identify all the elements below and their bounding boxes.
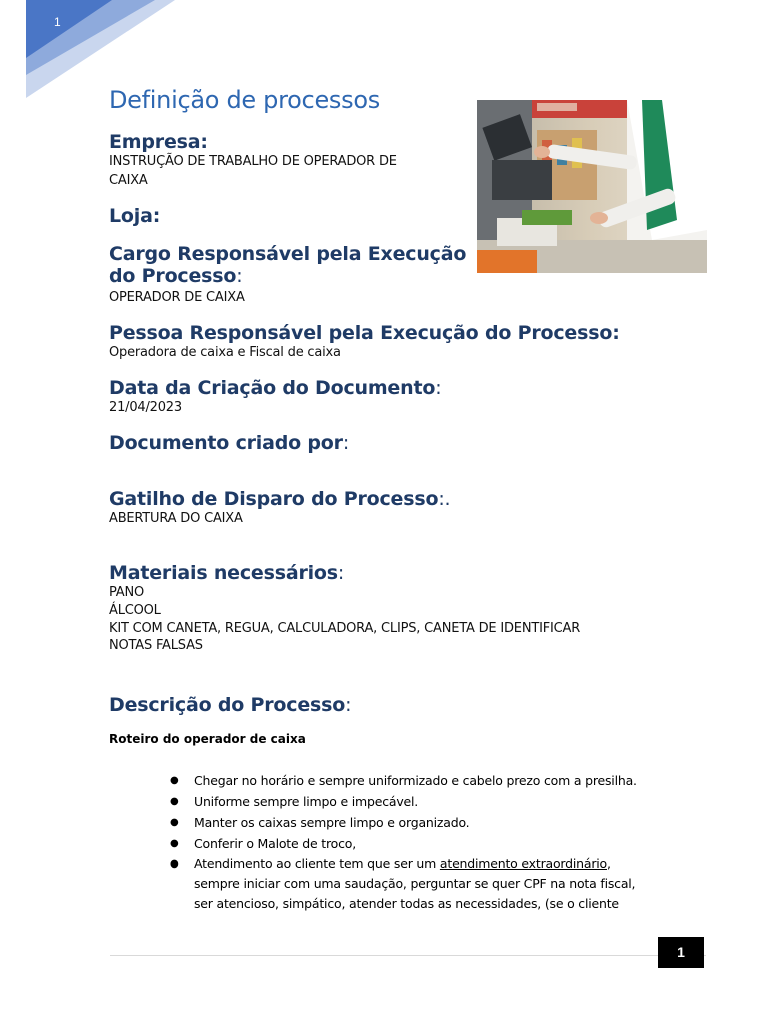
criado-por-label xyxy=(109,432,349,454)
pessoa-label: Pessoa Responsável pela Execução do Processo: xyxy=(109,322,620,344)
material-item: ÁLCOOL xyxy=(109,603,161,618)
atendimento-text-before: Atendimento ao cliente tem que ser um xyxy=(194,856,440,871)
descricao-subtitle: Roteiro do operador de caixa xyxy=(109,732,306,746)
pessoa-value: Operadora de caixa e Fiscal de caixa xyxy=(109,345,341,360)
empresa-label: Empresa: xyxy=(109,131,208,153)
material-item: KIT COM CANETA, REGUA, CALCULADORA, CLIPS, CANETA DE IDENTIFICAR xyxy=(109,621,581,636)
footer-page-number: 1 xyxy=(658,937,704,968)
cargo-colon: : xyxy=(236,265,243,287)
atendimento-line2: sempre iniciar com uma saudação, perguntar se quer CPF na nota fiscal, xyxy=(194,876,636,891)
empresa-value-line2: CAIXA xyxy=(109,173,148,188)
descricao-label xyxy=(109,694,351,716)
list-item: ● Chegar no horário e sempre uniformizado e cabelo prezo com a presilha. xyxy=(168,770,658,791)
gatilho-value: ABERTURA DO CAIXA xyxy=(109,511,243,526)
data-criacao-value: 21/04/2023 xyxy=(109,400,182,415)
criado-por-colon: : xyxy=(342,432,350,454)
list-item: ● Conferir o Malote de troco, xyxy=(168,833,658,854)
atendimento-line3: ser atencioso, simpático, atender todas as necessidades, (se o cliente xyxy=(194,896,619,911)
document-title: Definição de processos xyxy=(109,86,380,114)
list-item: ● Manter os caixas sempre limpo e organizado. xyxy=(168,812,658,833)
loja-label: Loja: xyxy=(109,205,161,227)
list-item-atendimento xyxy=(168,854,658,914)
list-item: ● Uniforme sempre limpo e impecável. xyxy=(168,791,658,812)
gatilho-label-text: Gatilho de Disparo do Processo xyxy=(109,488,439,510)
cargo-label-line1: Cargo Responsável pela Execução xyxy=(109,243,467,265)
data-criacao-label-text: Data da Criação do Documento xyxy=(109,377,436,399)
atendimento-underlined: atendimento extraordinário xyxy=(439,856,607,871)
material-item: PANO xyxy=(109,585,145,600)
descricao-colon: : xyxy=(345,694,352,716)
descricao-label-text: Descrição do Processo xyxy=(109,694,346,716)
cargo-value: OPERADOR DE CAIXA xyxy=(109,290,245,305)
process-steps-list xyxy=(168,770,658,914)
data-criacao-label xyxy=(109,377,441,399)
cargo-label xyxy=(109,243,466,287)
atendimento-text-after: , xyxy=(606,856,611,871)
corner-page-number: 1 xyxy=(54,15,61,29)
data-criacao-colon: : xyxy=(435,377,442,399)
materiais-colon: : xyxy=(337,562,345,584)
materiais-label xyxy=(109,562,344,584)
empresa-value-line1: INSTRUÇÃO DE TRABALHO DE OPERADOR DE xyxy=(109,154,397,169)
criado-por-label-text: Documento criado por xyxy=(109,432,343,454)
material-item: NOTAS FALSAS xyxy=(109,638,203,653)
gatilho-label xyxy=(109,488,450,510)
gatilho-colon: :. xyxy=(438,488,451,510)
corner-decoration xyxy=(0,0,180,100)
materiais-label-text: Materiais necessários xyxy=(109,562,338,584)
footer-divider xyxy=(110,955,706,956)
cashier-photo xyxy=(477,100,707,273)
cargo-label-line2: do Processo xyxy=(109,265,237,287)
